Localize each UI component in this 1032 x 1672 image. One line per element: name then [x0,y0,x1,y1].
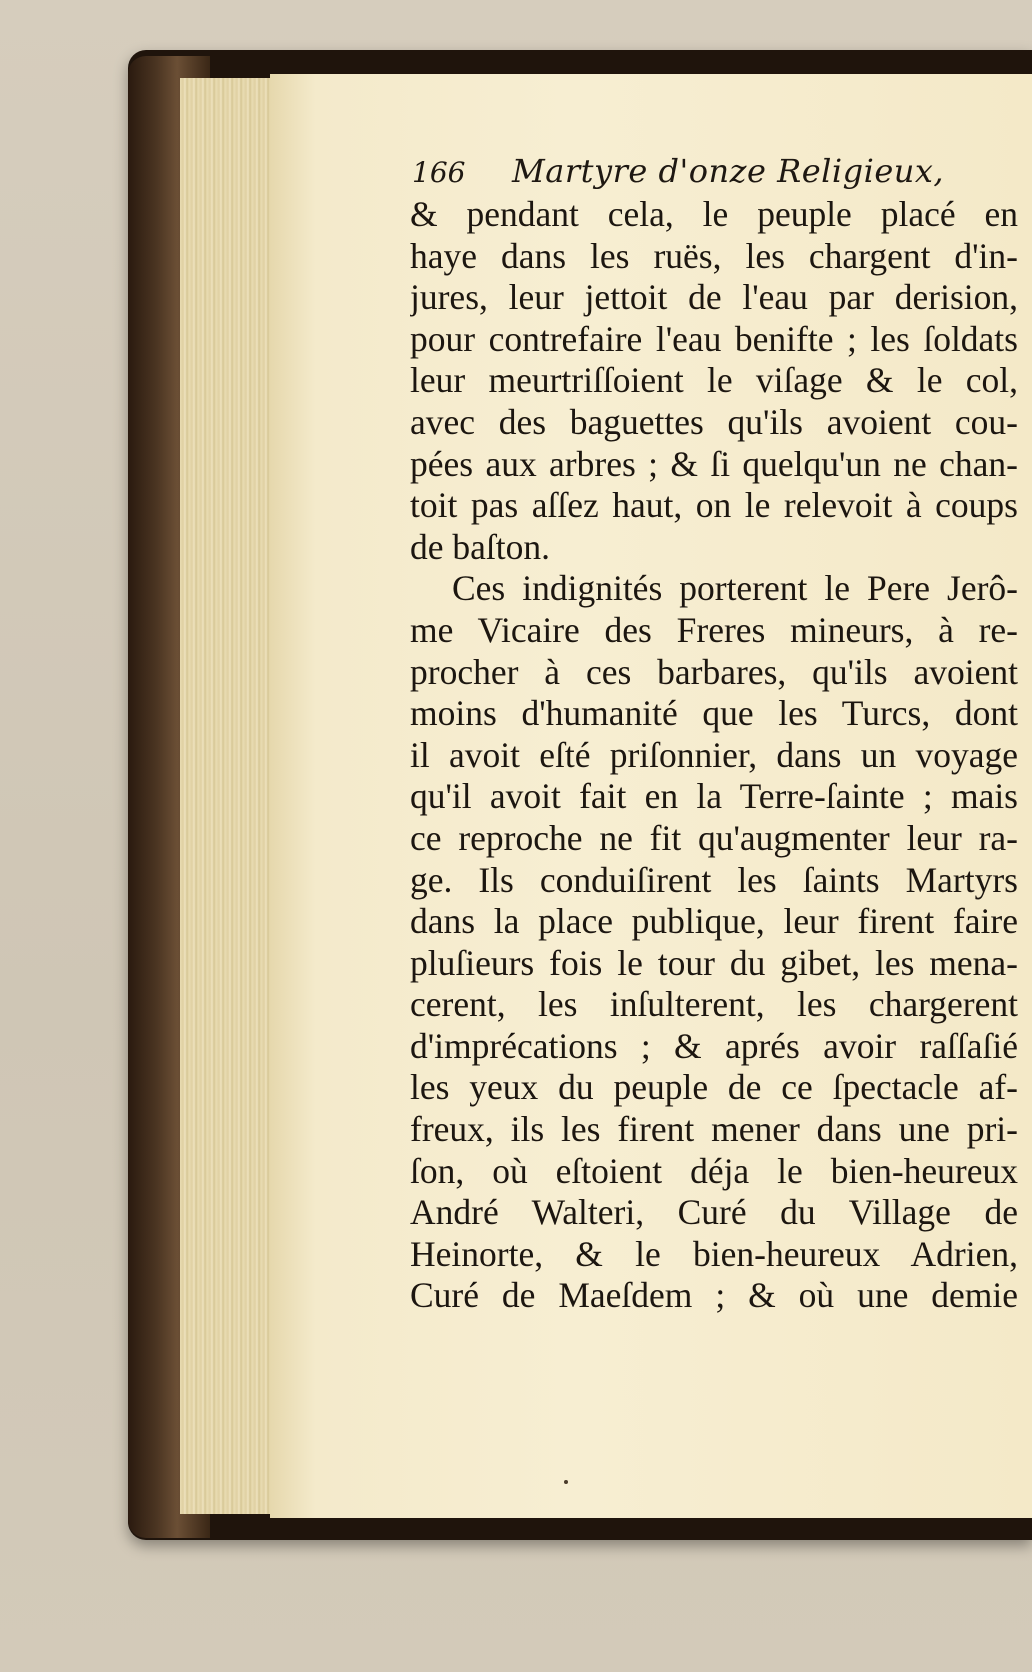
text-line: il avoit eſté priſonnier, dans un voyage [410,734,1018,775]
text-line: les yeux du peuple de ce ſpectacle af- [410,1067,1018,1108]
text-line: Heinorte, & le bien-heureux Adrien, [410,1233,1018,1274]
text-line: me Vicaire des Freres mineurs, à re- [410,609,1018,650]
running-head [412,148,944,194]
text-line: ge. Ils conduiſirent les ſaints Martyrs [410,859,1018,900]
text-line: freux, ils les firent mener dans une pri- [410,1109,1018,1150]
text-line: Curé de Maeſdem ; & où une demie [410,1275,1018,1316]
running-title: Martyre d'onze Religieux, [512,152,945,190]
text-line: cerent, les inſulterent, les chargerent [410,984,1018,1025]
text-line: moins d'humanité que les Turcs, dont [410,693,1018,734]
text-line: jures, leur jettoit de l'eau par derision, [410,277,1018,318]
text-line: leur meurtriſſoient le viſage & le col, [410,360,1018,401]
text-line: d'imprécations ; & aprés avoir raſſaſié [410,1025,1018,1066]
text-line: Ces indignités porterent le Pere Jerô- [452,568,1018,609]
text-line: ce reproche ne fit qu'augmenter leur ra- [410,817,1018,858]
text-line: dans la place publique, leur firent faire [410,901,1018,942]
page-stack-edge [180,78,272,1514]
text-line: procher à ces barbares, qu'ils avoient [410,651,1018,692]
text-line: André Walteri, Curé du Village de [410,1192,1018,1233]
text-line: pour contrefaire l'eau benifte ; les ſoldats [410,318,1018,359]
page-mark [564,1480,568,1484]
text-line: de baſton. [410,526,550,567]
text-line: pées aux arbres ; & ſi quelqu'un ne chan- [410,443,1018,484]
text-line: ſon, où eſtoient déja le bien-heureux [410,1150,1018,1191]
text-line: haye dans les ruës, les chargent d'in- [410,235,1018,276]
page-number: 166 [412,156,466,189]
text-line: toit pas aſſez haut, on le relevoit à coups [410,485,1018,526]
text-line: avec des baguettes qu'ils avoient cou- [410,401,1018,442]
body-text [410,194,1018,1317]
text-line: & pendant cela, le peuple placé en [410,194,1018,234]
text-line: pluſieurs fois le tour du gibet, les mena- [410,942,1018,983]
text-line: qu'il avoit fait en la Terre-ſainte ; mais [410,776,1018,817]
